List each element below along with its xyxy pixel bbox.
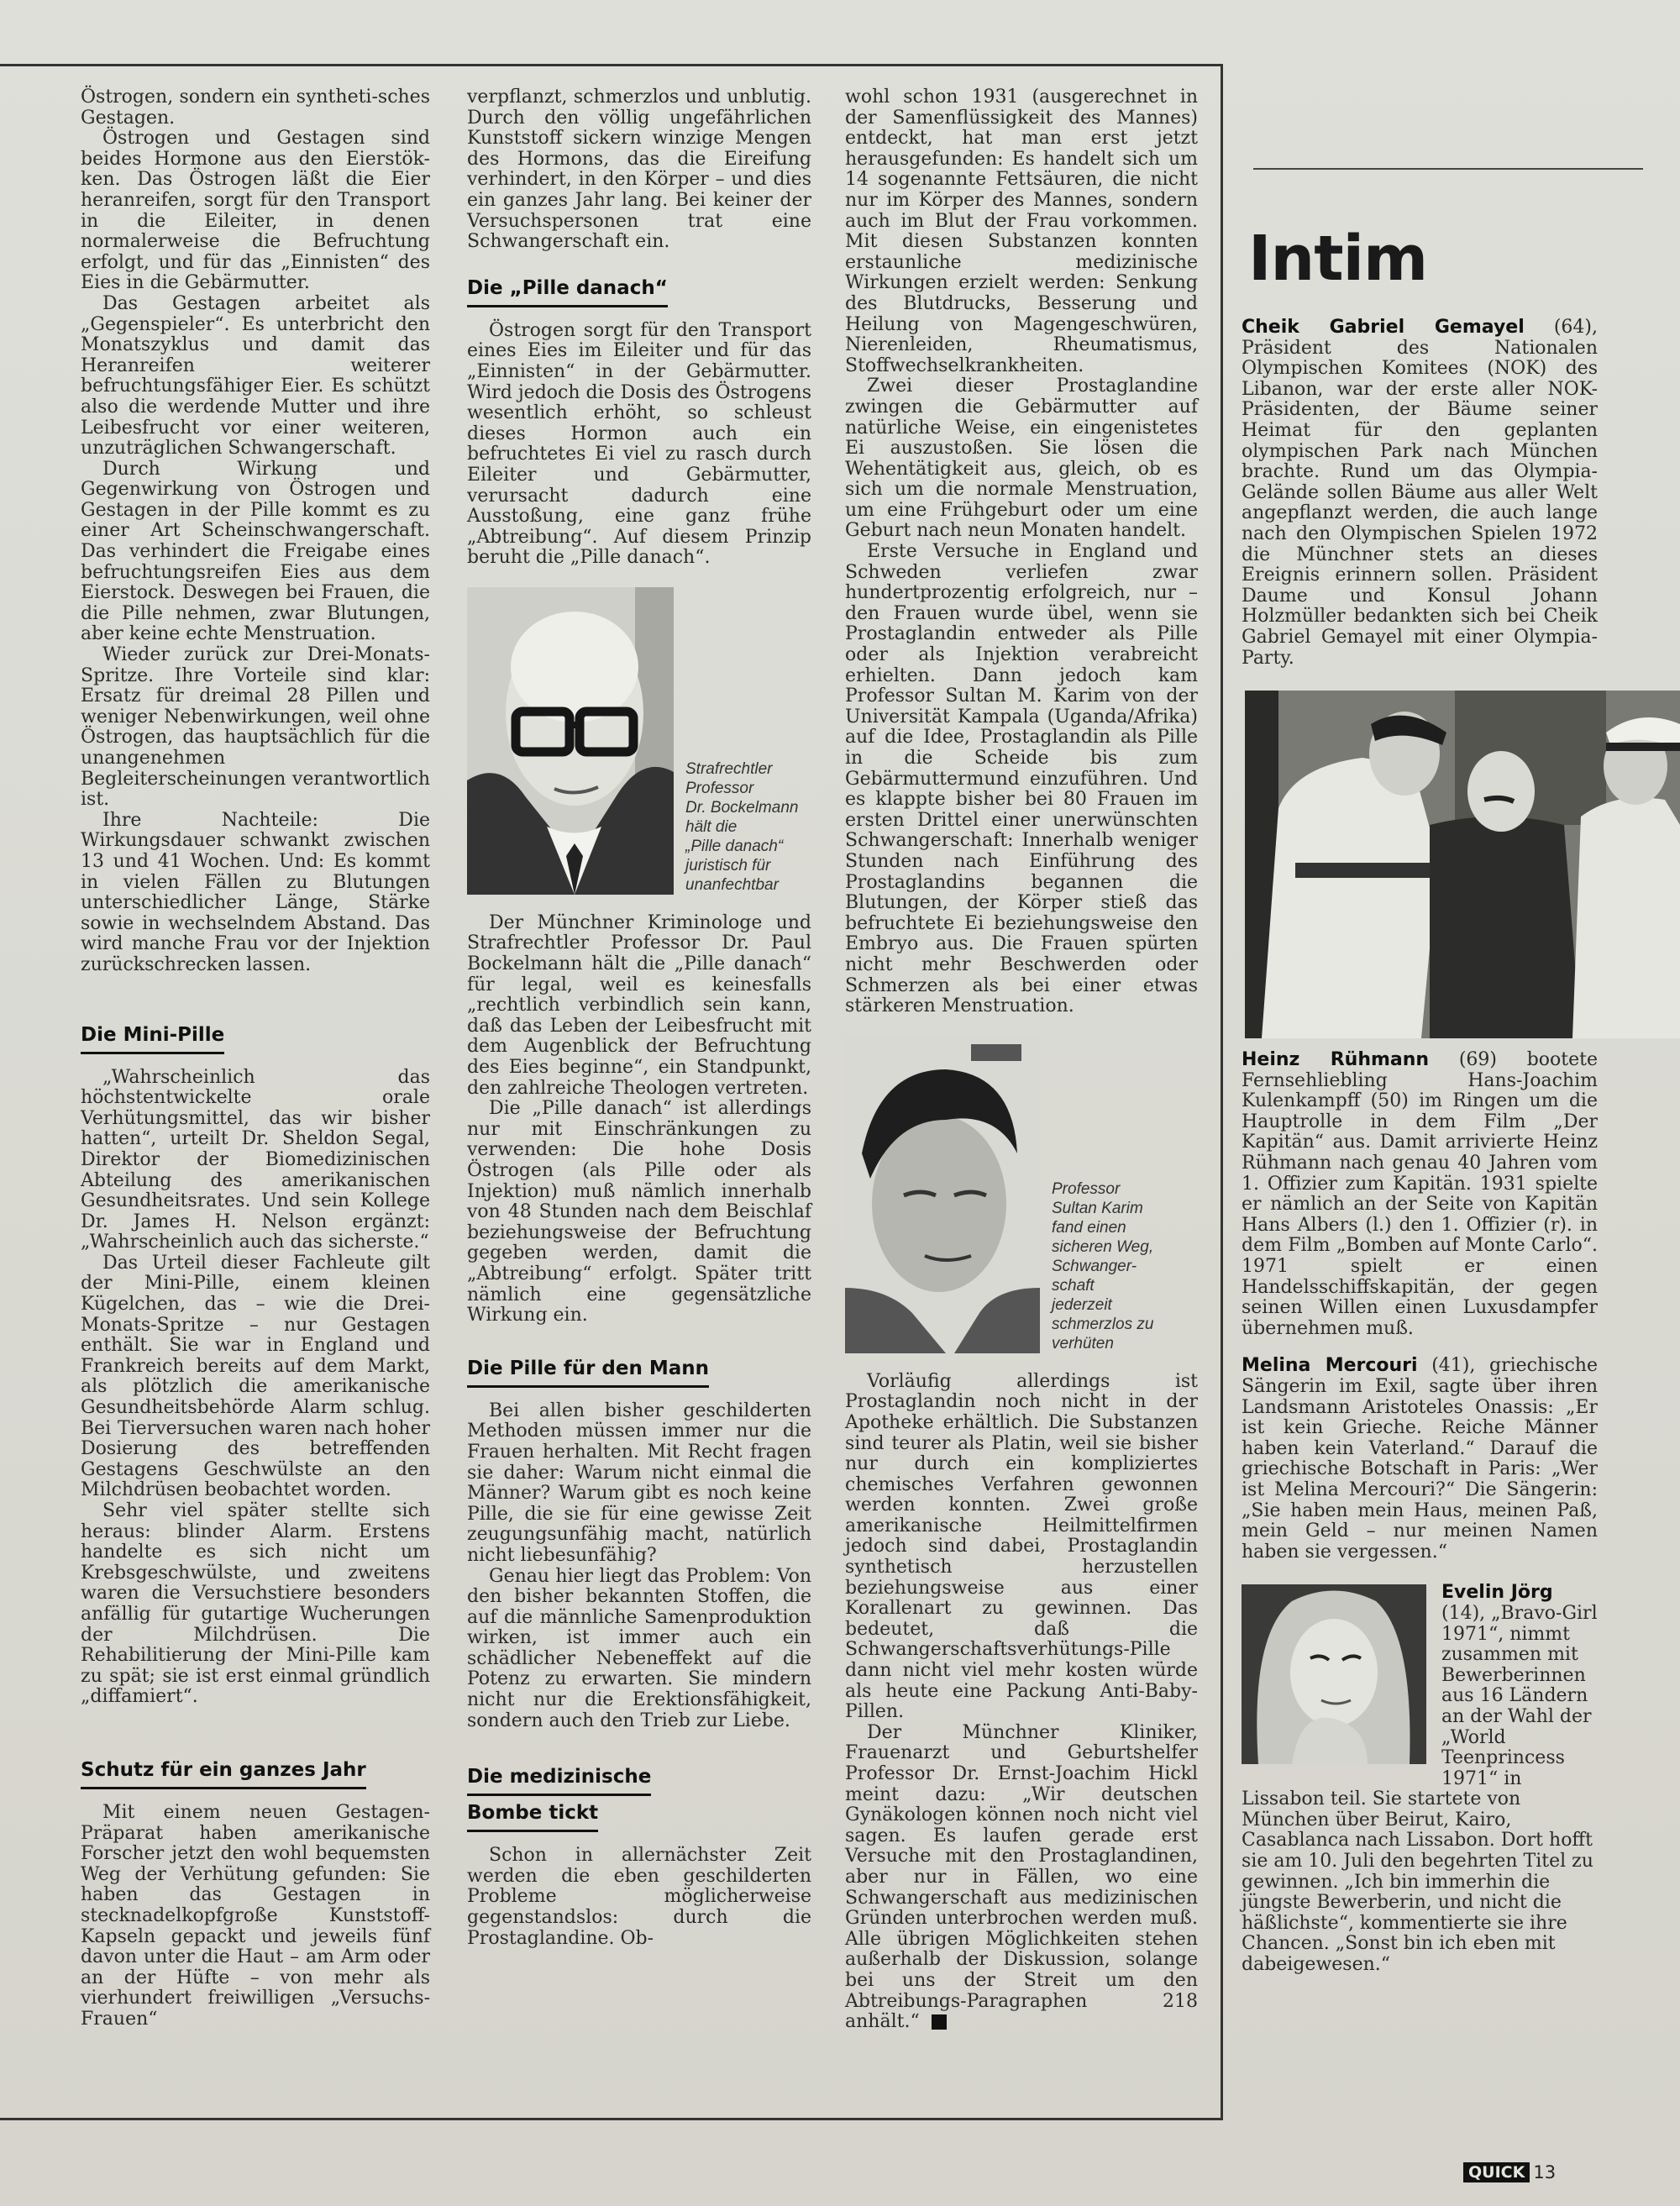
paragraph: Zwei dieser Prostaglandine zwingen die Gebärmutter auf natürliche Weise, ein eingenistetes Ei auszustoßen. Sie lösen die Wehentätigkeit aus, gleich, ob es sich um die normale Menstruation, um eine Frühgeburt oder um eine Geburt nach neun Monaten handelt. bbox=[845, 376, 1198, 542]
figure-bockelmann bbox=[467, 587, 811, 895]
caption-line: schaft bbox=[1052, 1276, 1095, 1295]
section-title-intim: Intim bbox=[1248, 223, 1428, 295]
paragraph: Östrogen sorgt für den Transport eines Eies im Eileiter und für das „Einnisten“ in der Gebärmutter. Wird jedoch die Dosis des Östrogens wesentlich erhöht, so schleust dieses Hormon auch ein befruchtetes Ei viel zu rasch durch Eileiter und Gebärmutter, verursacht dadurch eine Ausstoßung, eine ganz frühe „Abtreibung“. Auf diesem Prinzip beruht die „Pille danach“. bbox=[467, 319, 812, 569]
paragraph: Östrogen und Gestagen sind beides Hormone aus den Eierstök-ken. Das Östrogen läßt die Eier heranreifen, sorgt für den Transport in die Eileiter, in denen normalerweise die Befruchtung erfolgt, und für das „Einnisten“ des Eies in die Gebärmutter. bbox=[81, 128, 430, 294]
column-intim bbox=[1242, 168, 1598, 1976]
paragraph: Mit einem neuen Gestagen-Präparat haben amerikanische Forscher jetzt den wohl bequemsten Weg der Verhütung gefunden: Sie haben das Gestagen in stecknadelkopfgroße Kunststoff-Kapseln gepackt und jeweils fünf davon unter die Haut – am Arm oder an der Hüfte – von mehr als vierhundert freiwilligen „Versuchs-Frauen“ bbox=[81, 1801, 430, 2030]
caption-line: Professor bbox=[685, 779, 754, 797]
person-name: Heinz Rühmann bbox=[1242, 1049, 1430, 1071]
caption-line: fand einen bbox=[1052, 1218, 1126, 1237]
caption-line: unanfechtbar bbox=[685, 875, 779, 894]
subheading-mini-pille: Die Mini-Pille bbox=[81, 1023, 224, 1054]
subheading-pille-danach: Die „Pille danach“ bbox=[467, 276, 668, 307]
person-name: Evelin Jörg bbox=[1441, 1582, 1553, 1604]
caption-line: Strafrechtler bbox=[685, 759, 773, 778]
caption-bockelmann bbox=[685, 759, 798, 895]
photo-karim bbox=[845, 1036, 1040, 1353]
paragraph: Sehr viel später stellte sich heraus: blinder Alarm. Erstens handelte es sich nicht um Krebsgeschwülste, und zweitens waren die Versuchstiere besonders anfällig für gutartige Wucherungen der Milchdrüsen. Die Rehabilitierung der Mini-Pille kam zu spät; sie ist erst einmal gründlich „diffamiert“. bbox=[81, 1500, 430, 1708]
paragraph: Vorläufig allerdings ist Prostaglandin noch nicht in der Apotheke erhältlich. Die Substanzen sind teurer als Platin, weil sie bisher nur durch ein kompliziertes chemisches Verfahren gewonnen werden konnten. Zwei große amerikanische Heilmittelfirmen jedoch sind dabei, Prostaglandin synthetisch herzustellen beziehungsweise aus einer Korallenart zu gewinnen. Das bedeutet, daß die Schwangerschaftsverhütungs-Pille dann nicht viel mehr kosten würde als heute eine Packung Anti-Baby-Pillen. bbox=[845, 1370, 1198, 1723]
item-text: (41), griechische Sängerin im Exil, sagte über ihren Landsmann Aristoteles Onassis: „Er ist kein Grieche. Reiche Männer haben kein Vaterland.“ Darauf die griechische Botschaft in Paris: „Wer ist Melina Mercouri?“ Die Sängerin: „Sie haben mein Haus, meinen Paß, mein Geld – nur meinen Namen haben sie vergessen.“ bbox=[1242, 1355, 1598, 1563]
item-text: (64), Präsident des Nationalen Olympischen Komitees (NOK) des Libanon, war der erste aller NOK-Präsidenten, der Bäume seiner Heimat für den geplanten olympischen Park nach München brachte. Rund um das Olympia-Gelände sollen Bäume aus aller Welt angepflanzt werden, die auch lange nach den Olympischen Spielen 1972 die Münchner stets an dieses Ereignis erinnern sollen. Präsident Daume und Konsul Johann Holzmüller bedankten sich bei Cheik Gabriel Gemayel mit einer Olympia-Party. bbox=[1242, 317, 1598, 669]
paragraph: Ihre Nachteile: Die Wirkungsdauer schwankt zwischen 13 und 41 Wochen. Und: Es kommt in vielen Fällen zu Blutungen unterschiedlicher Länge, Stärke sowie in wechselndem Abstand. Das wird manche Frau vor der Injektion zurückschrecken lassen. bbox=[81, 809, 430, 975]
paragraph: Wieder zurück zur Drei-Monats-Spritze. Ihre Vorteile sind klar: Ersatz für dreimal 28 Pillen und weniger Nebenwirkungen, weil ohne Östrogen, das hauptsächlich für die unangenehmen Begleiterscheinungen verantwortlich ist. bbox=[81, 644, 430, 811]
caption-line: verhüten bbox=[1052, 1334, 1114, 1352]
paragraph: Das Gestagen arbeitet als „Gegenspieler“. Es unterbricht den Monatszyklus und damit das Heranreifen weiterer befruchtungsfähiger Eier. Es schützt also die werdende Mutter und ihre Leibesfrucht vor einer weiteren, unzuträglichen Schwangerschaft. bbox=[81, 292, 430, 460]
caption-karim bbox=[1052, 1179, 1153, 1353]
caption-line: schmerzlos zu bbox=[1052, 1315, 1154, 1333]
caption-line: jederzeit bbox=[1052, 1295, 1112, 1314]
paragraph: Die „Pille danach“ ist allerdings nur mit Einschränkungen zu verwenden: Die hohe Dosis Östrogen (als Pille oder als Injektion) muß nämlich innerhalb von 48 Stunden nach dem Beischlaf beziehungsweise der Befruchtung gegeben werden, damit die „Abtreibung“ erfolgt. Später tritt nämlich eine gegensätzliche Wirkung ein. bbox=[467, 1098, 811, 1326]
subheading-bombe-line1: Die medizinische bbox=[467, 1765, 651, 1796]
paragraph: verpflanzt, schmerzlos und unblutig. Durch den völlig ungefährlichen Kunststoff sickern winzige Mengen des Hormons, das die Eireifung verhindert, in den Körper – und dies ein ganzes Jahr lang. Bei keiner der Versuchspersonen trat eine Schwangerschaft ein. bbox=[467, 87, 811, 253]
paragraph: „Wahrscheinlich das höchstentwickelte orale Verhütungsmittel, das wir bisher hatten“, urteilt Dr. Sheldon Segal, Direktor der Biomedizinischen Abteilung des amerikanischen Gesundheitsrates. Und sein Kollege Dr. James H. Nelson ergänzt: „Wahrscheinlich auch das sicherste.“ bbox=[81, 1066, 430, 1253]
caption-line: „Pille danach“ bbox=[685, 837, 784, 855]
caption-line: Professor bbox=[1052, 1179, 1121, 1198]
item-text: (69) bootete Fernsehliebling Hans-Joachim Kulenkampff (50) im Ringen um die Hauptrolle in dem Film „Der Kapitän“ aus. Damit arrivierte Heinz Rühmann nach genau 40 Jahren vom 1. Offizier zum Kapitän. 1931 spielte er nämlich an der Seite von Kapitän Hans Albers (l.) den 1. Offizier (r). in dem Film „Bomben auf Monte Carlo“. 1971 spielt er einen Handelsschiffskapitän, der gegen seinen Willen einen Luxusdampfer übernehmen muß. bbox=[1242, 1049, 1599, 1339]
photo-evelin-joerg bbox=[1242, 1584, 1426, 1764]
figure-karim bbox=[845, 1036, 1198, 1353]
intim-item-ruehmann bbox=[1242, 1050, 1598, 1339]
column-3 bbox=[845, 87, 1198, 2033]
subheading-pille-mann: Die Pille für den Mann bbox=[467, 1357, 709, 1388]
intim-text bbox=[1242, 318, 1598, 1976]
column-2 bbox=[467, 87, 811, 1949]
subheading-schutz: Schutz für ein ganzes Jahr bbox=[81, 1758, 366, 1789]
photo-ruehmann-albers bbox=[1245, 691, 1680, 1038]
paragraph: Das Urteil dieser Fachleute gilt der Mini-Pille, einem kleinen Kügelchen, das – wie die Drei-Monats-Spritze – nur Gestagen enthält. Sie war in England und Frankreich bereits auf dem Markt, als plötzlich die amerikanische Gesundheitsbehörde Alarm schlug. Bei Tierversuchen waren nach hoher Dosierung des betreffenden Gestagens Geschwülste an den Milchdrüsen beobachtet worden. bbox=[81, 1252, 430, 1501]
paragraph bbox=[845, 1723, 1198, 2033]
caption-line: hält die bbox=[685, 817, 738, 836]
quick-logo: QUICK bbox=[1463, 2162, 1530, 2182]
paragraph: Bei allen bisher geschilderten Methoden müssen immer nur die Frauen herhalten. Mit Recht fragen sie daher: Warum nicht einmal die Männer? Warum gibt es noch keine Pille, die sie für eine gewisse Zeit zeugungsunfähig macht, natürlich nicht liebesunfähig? bbox=[467, 1400, 811, 1566]
caption-line: Schwanger- bbox=[1052, 1257, 1137, 1275]
paragraph: Erste Versuche in England und Schweden verliefen zwar hundertprozentig erfolgreich, nur – den Frauen wurde übel, wenn sie Prostaglandin entweder als Pille oder als Injektion verabreicht erhielten. Dann jedoch kam Professor Sultan M. Karim von der Universität Kampala (Uganda/Afrika) auf die Idee, Prostaglandin als Pille in die Scheide bis zum Gebärmuttermund einzuführen. Und es klappte bisher bei 80 Frauen im ersten Drittel einer unerwünschten Schwangerschaft: Innerhalb weniger Stunden nach Einführung des Prostaglandins begannen die Blutungen, der Körper stieß das befruchtete Ei beziehungsweise den Embryo aus. Die Frauen spürten nicht mehr Beschwerden oder Schmerzen als bei einer etwas stärkeren Menstruation. bbox=[845, 541, 1198, 1017]
photo-bockelmann bbox=[467, 587, 674, 895]
paragraph: Der Münchner Kriminologe und Strafrechtler Professor Dr. Paul Bockelmann hält die „Pille danach“ für legal, weil es keinesfalls „rechtlich verbindlich sein kann, daß das Leben der Leibesfrucht mit dem Augenblick der Befruchtung des Eies beginne“, ein Standpunkt, den zahlreiche Theologen vertreten. bbox=[467, 911, 811, 1099]
intim-item-gemayel bbox=[1242, 318, 1598, 669]
intim-item-mercouri bbox=[1242, 1356, 1598, 1563]
paragraph: Durch Wirkung und Gegenwirkung von Östrogen und Gestagen in der Pille kommt es zu einer Art Scheinschwangerschaft. Das verhindert die Freigabe eines befruchtungsreifen Eies aus dem Eierstock. Deswegen bei Frauen, die die Pille nehmen, zwar Blutungen, aber keine echte Menstruation. bbox=[81, 458, 430, 645]
paragraph-text: Der Münchner Kliniker, Frauenarzt und Geburtshelfer Professor Dr. Ernst-Joachim Hickl meint dazu: „Wir deutschen Gynäkologen können noch nicht viel sagen. Es laufen gerade erst Versuche mit den Prostaglandinen, aber nur in Fällen, wo eine Schwangerschaft aus medizinischen Gründen unterbrochen werden muß. Alle übrigen Möglichkeiten stehen außerhalb der Diskussion, solange bei uns der Streit um den Abtreibungs-Paragraphen 218 anhält.“ bbox=[845, 1721, 1198, 2033]
caption-line: Sultan Karim bbox=[1052, 1199, 1143, 1217]
paragraph: wohl schon 1931 (ausgerechnet in der Samenflüssigkeit des Mannes) entdeckt, hat man erst jetzt herausgefunden: Es handelt sich um 14 sogenannte Fettsäuren, die nicht nur im Körper des Mannes, sondern auch im Blut der Frau vorkommen. Mit diesen Substanzen konnten erstaunliche medizinische Wirkungen erzielt werden: Senkung des Blutdrucks, Besserung und Heilung von Magengeschwüren, Nierenleiden, Rheumatismus, Stoffwechselkrankheiten. bbox=[845, 87, 1198, 376]
person-name: Cheik Gabriel Gemayel bbox=[1242, 317, 1525, 338]
paragraph: Östrogen, sondern ein syntheti-sches Gestagen. bbox=[81, 87, 430, 129]
paragraph: Genau hier liegt das Problem: Von den bisher bekannten Stoffen, die auf die männliche Samenproduktion wirken, ist immer auch ein schädlicher Nebeneffekt auf die Potenz zu erwarten. Sie mindern nicht nur die Erektionsfähigkeit, sondern auch den Trieb zur Liebe. bbox=[467, 1565, 811, 1731]
caption-line: Dr. Bockelmann bbox=[685, 798, 799, 817]
page-footer bbox=[1463, 2162, 1556, 2182]
intim-top-rule bbox=[1253, 168, 1643, 170]
subheading-bombe-line2: Bombe tickt bbox=[467, 1801, 598, 1832]
page-number: 13 bbox=[1533, 2162, 1557, 2182]
end-of-article-mark bbox=[932, 2014, 947, 2030]
item-text: (14), „Bravo-Girl 1971“, nimmt zusammen mit Bewerberinnen aus 16 Ländern an der Wahl der „World Teenprincess 1971“ in Lissabon teil. Sie startete von München über Beirut, Kairo, Casablanca nach Lissabon. Dort hofft sie am 10. Juli den begehrten Titel zu gewinnen. „Ich bin immerhin die jüngste Bewerberin, und nicht die häßlichste“, kommentierte sie ihre Chancen. „Sonst bin ich eben mit dabeigewesen.“ bbox=[1242, 1602, 1598, 1976]
intim-item-evelin bbox=[1242, 1583, 1598, 1975]
caption-line: juristisch für bbox=[685, 856, 771, 875]
column-1 bbox=[81, 87, 430, 2030]
caption-line: sicheren Weg, bbox=[1052, 1237, 1154, 1256]
paragraph: Schon in allernächster Zeit werden die eben geschilderten Probleme möglicherweise gegenstandslos: durch die Prostaglandine. Ob- bbox=[467, 1845, 811, 1949]
person-name: Melina Mercouri bbox=[1242, 1355, 1418, 1377]
